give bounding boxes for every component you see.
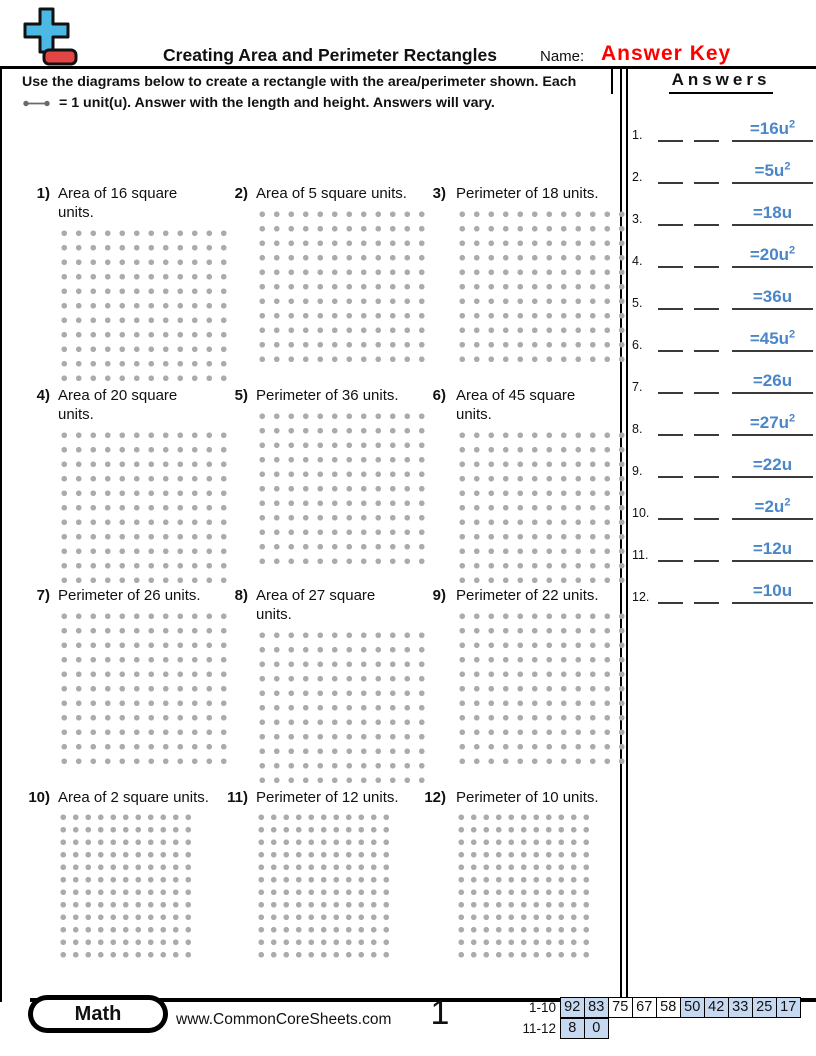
dot-grid[interactable]: [255, 207, 429, 367]
problem-number: 6): [432, 387, 446, 404]
page-title: Creating Area and Perimeter Rectangles: [163, 45, 497, 65]
answer-row: [632, 448, 813, 478]
answer-row: [632, 490, 813, 520]
answer-value: =10u: [732, 582, 813, 604]
score-cell: 92: [560, 997, 586, 1018]
instructions-line2: [22, 93, 612, 114]
answer-value: =22u: [732, 456, 813, 478]
answer-blank-length: [658, 391, 683, 394]
answer-number: 1.: [632, 128, 643, 142]
score-row-label: 11-12: [522, 1021, 556, 1036]
subject-badge: [28, 995, 168, 1033]
problem-number: 9): [432, 587, 446, 604]
answer-blank-height: [694, 433, 719, 436]
score-cell: 33: [728, 997, 754, 1018]
problem-number: 10): [28, 789, 50, 806]
instructions-line1: Use the diagrams below to create a rectangle with the area/perimeter shown. Each: [22, 74, 577, 90]
page-left-border: [0, 66, 2, 1002]
score-row-label: 1-10: [528, 1000, 556, 1015]
answer-number: 6.: [632, 338, 643, 352]
answer-blank-height: [694, 475, 719, 478]
answer-blank-length: [658, 349, 683, 352]
dot-grid[interactable]: [57, 226, 231, 386]
answer-value: =26u: [732, 372, 813, 394]
score-cell: 17: [776, 997, 802, 1018]
score-row: [468, 1018, 609, 1039]
page-number: 1: [430, 994, 450, 1032]
instructions-right-border: [611, 66, 613, 94]
answer-blank-length: [658, 223, 683, 226]
score-cell: 58: [656, 997, 682, 1018]
answer-blank-length: [658, 139, 683, 142]
problem-text: Area of 2 square units.: [58, 789, 209, 806]
answer-value: $=27u^2$: [732, 414, 813, 436]
dot-grid[interactable]: [455, 428, 629, 588]
dot-grid[interactable]: [455, 811, 593, 961]
answer-blank-height: [694, 139, 719, 142]
answer-blank-height: [694, 391, 719, 394]
problem-text: Perimeter of 12 units.: [256, 789, 399, 806]
answer-row: [632, 196, 813, 226]
answer-number: 9.: [632, 464, 643, 478]
dot-grid[interactable]: [255, 628, 429, 788]
answer-number: 4.: [632, 254, 643, 268]
answer-blank-height: [694, 223, 719, 226]
subject-label: Math: [33, 1000, 163, 1028]
answer-blank-height: [694, 265, 719, 268]
answer-number: 2.: [632, 170, 643, 184]
answer-number: 7.: [632, 380, 643, 394]
answer-row: [632, 238, 813, 268]
answer-blank-length: [658, 601, 683, 604]
score-cell: 25: [752, 997, 778, 1018]
dot-grid[interactable]: [255, 811, 393, 961]
problem-text: Area of 27 square units.: [256, 587, 376, 623]
answer-row: [632, 574, 813, 604]
answer-number: 5.: [632, 296, 643, 310]
score-cell: 42: [704, 997, 730, 1018]
answer-blank-height: [694, 349, 719, 352]
score-cell: 8: [560, 1018, 586, 1039]
dot-grid[interactable]: [455, 207, 629, 367]
problem-text: Area of 16 square units.: [58, 185, 178, 221]
answer-value: =12u: [732, 540, 813, 562]
problem-number: 4): [36, 387, 50, 404]
answer-value: $=20u^2$: [732, 246, 813, 268]
answer-blank-height: [694, 517, 719, 520]
answer-blank-height: [694, 559, 719, 562]
answer-row: [632, 154, 813, 184]
problem-text: Area of 45 square units.: [456, 387, 576, 423]
answer-number: 10.: [632, 506, 650, 520]
answer-row: [632, 406, 813, 436]
answer-blank-length: [658, 181, 683, 184]
answer-row: [632, 532, 813, 562]
problem-number: 3): [432, 185, 446, 202]
dot-grid[interactable]: [455, 609, 629, 769]
answer-blank-length: [658, 433, 683, 436]
problem-text: Perimeter of 18 units.: [456, 185, 599, 202]
header-rule: [0, 66, 816, 69]
problem-text: Perimeter of 26 units.: [58, 587, 201, 604]
answer-value: $=2u^2$: [732, 498, 813, 520]
answer-value: $=45u^2$: [732, 330, 813, 352]
answer-number: 8.: [632, 422, 643, 436]
answer-blank-length: [658, 517, 683, 520]
instructions-line2-text: = 1 unit(u). Answer with the length and height. Answers will vary.: [59, 95, 495, 111]
answer-key-label: Answer Key: [601, 42, 732, 65]
answer-row: [632, 112, 813, 142]
answer-blank-length: [658, 475, 683, 478]
dot-grid[interactable]: [57, 428, 231, 588]
problem-number: 1): [36, 185, 50, 202]
answer-value: $=5u^2$: [732, 162, 813, 184]
score-cell: 0: [584, 1018, 610, 1039]
commoncoresheets-logo: [20, 6, 78, 73]
problem-text: Perimeter of 10 units.: [456, 789, 599, 806]
score-cell: 67: [632, 997, 658, 1018]
unit-segment-icon: [22, 94, 52, 114]
score-cell: 75: [608, 997, 634, 1018]
problem-text: Perimeter of 22 units.: [456, 587, 599, 604]
answer-value: =18u: [732, 204, 813, 226]
problem-text: Area of 5 square units.: [256, 185, 407, 202]
dot-grid[interactable]: [57, 811, 195, 961]
answer-row: [632, 280, 813, 310]
score-cell: 83: [584, 997, 610, 1018]
answer-value: =36u: [732, 288, 813, 310]
answer-number: 3.: [632, 212, 643, 226]
dot-grid[interactable]: [255, 409, 429, 569]
dot-grid[interactable]: [57, 609, 231, 769]
score-cell: 50: [680, 997, 706, 1018]
website-link[interactable]: www.CommonCoreSheets.com: [176, 1011, 392, 1028]
problem-number: 2): [234, 185, 248, 202]
answer-blank-height: [694, 307, 719, 310]
name-label: Name:: [540, 48, 585, 65]
answers-title: Answers: [629, 70, 813, 94]
answer-blank-height: [694, 181, 719, 184]
answer-number: 11.: [632, 548, 649, 562]
answer-blank-length: [658, 559, 683, 562]
problem-text: Area of 20 square units.: [58, 387, 178, 423]
problem-number: 5): [234, 387, 248, 404]
answer-blank-length: [658, 265, 683, 268]
answer-row: [632, 364, 813, 394]
answer-blank-height: [694, 601, 719, 604]
problem-text: Perimeter of 36 units.: [256, 387, 399, 404]
plus-minus-icon: [20, 55, 78, 72]
answer-blank-length: [658, 307, 683, 310]
problem-number: 7): [36, 587, 50, 604]
answer-row: [632, 322, 813, 352]
answer-value: $=16u^2$: [732, 120, 813, 142]
problem-number: 8): [234, 587, 248, 604]
problem-number: 12): [424, 789, 446, 806]
problem-number: 11): [227, 789, 248, 806]
score-row: [468, 997, 801, 1018]
answer-number: 12.: [632, 590, 650, 604]
